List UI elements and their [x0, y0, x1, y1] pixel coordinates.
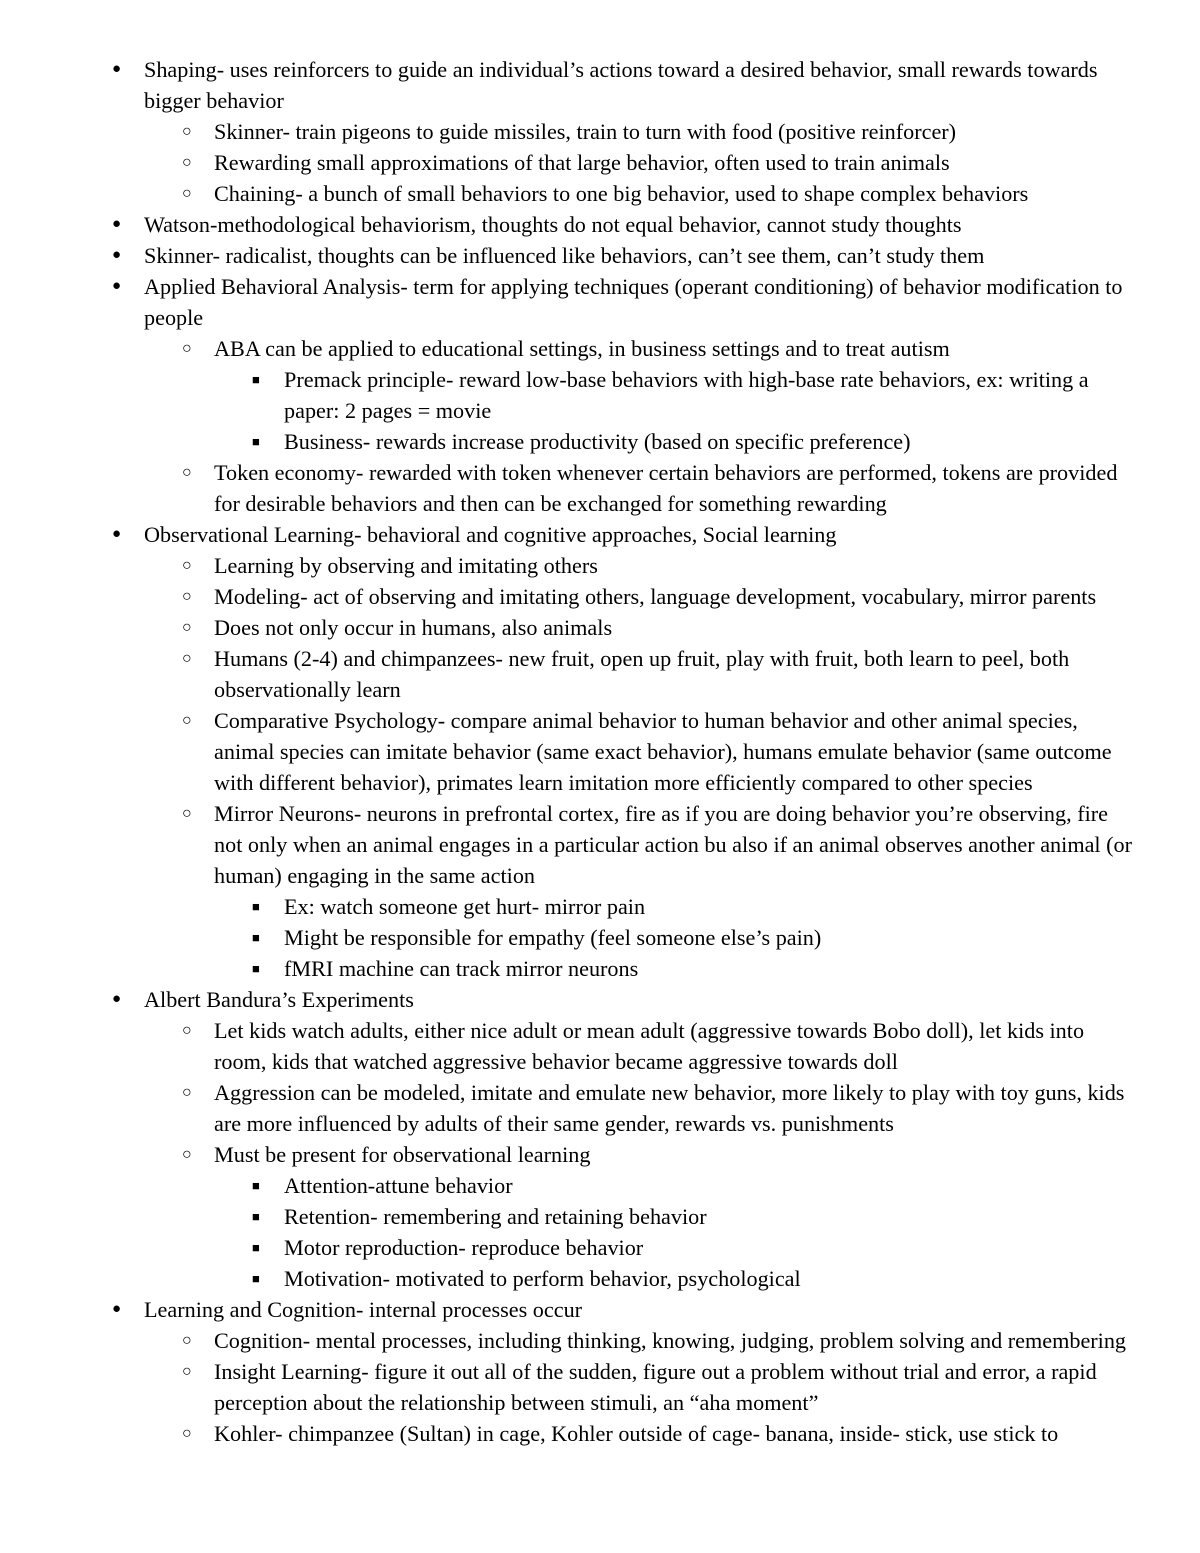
list-item-text: Shaping- uses reinforcers to guide an individual’s actions toward a desired behavior, small rewards towards bigger behavior: [144, 57, 1098, 113]
list-item-level-1: [112, 54, 1132, 116]
filled-square-bullet-icon: ■: [252, 930, 260, 945]
list-item-level-2: [112, 178, 1132, 209]
list-item-level-2: [112, 643, 1132, 705]
list-item-text: Watson-methodological behaviorism, thoughts do not equal behavior, cannot study thoughts: [144, 212, 962, 237]
hollow-circle-bullet-icon: ○: [182, 340, 192, 357]
list-item-text: Aggression can be modeled, imitate and emulate new behavior, more likely to play with toy guns, kids are more influenced by adults of their same gender, rewards vs. punishments: [214, 1080, 1125, 1136]
list-item-level-1: [112, 271, 1132, 333]
filled-circle-bullet-icon: ●: [112, 216, 122, 232]
list-item-text: Motivation- motivated to perform behavior, psychological: [284, 1266, 801, 1291]
list-item-level-3: [112, 1170, 1132, 1201]
list-item-level-2: [112, 581, 1132, 612]
list-item-level-2: [112, 1325, 1132, 1356]
hollow-circle-bullet-icon: ○: [182, 154, 192, 171]
hollow-circle-bullet-icon: ○: [182, 1425, 192, 1442]
list-item-text: Attention-attune behavior: [284, 1173, 513, 1198]
list-item-level-2: [112, 457, 1132, 519]
list-item-level-2: [112, 1418, 1132, 1449]
hollow-circle-bullet-icon: ○: [182, 1084, 192, 1101]
list-item-level-2: [112, 705, 1132, 798]
filled-square-bullet-icon: ■: [252, 1240, 260, 1255]
hollow-circle-bullet-icon: ○: [182, 1332, 192, 1349]
filled-circle-bullet-icon: ●: [112, 991, 122, 1007]
filled-square-bullet-icon: ■: [252, 1271, 260, 1286]
list-item-level-3: [112, 1263, 1132, 1294]
list-item-text: Business- rewards increase productivity (based on specific preference): [284, 429, 911, 454]
list-item-level-3: [112, 426, 1132, 457]
filled-square-bullet-icon: ■: [252, 1178, 260, 1193]
hollow-circle-bullet-icon: ○: [182, 1022, 192, 1039]
list-item-text: Modeling- act of observing and imitating others, language development, vocabulary, mirror parents: [214, 584, 1097, 609]
list-item-text: Albert Bandura’s Experiments: [144, 987, 414, 1012]
list-item-level-2: [112, 116, 1132, 147]
list-item-text: Might be responsible for empathy (feel someone else’s pain): [284, 925, 822, 950]
list-item-level-3: [112, 1232, 1132, 1263]
hollow-circle-bullet-icon: ○: [182, 464, 192, 481]
filled-circle-bullet-icon: ●: [112, 61, 122, 77]
hollow-circle-bullet-icon: ○: [182, 650, 192, 667]
list-item-text: Skinner- train pigeons to guide missiles, train to turn with food (positive reinforcer): [214, 119, 957, 144]
list-item-text: Motor reproduction- reproduce behavior: [284, 1235, 644, 1260]
list-item-level-2: [112, 147, 1132, 178]
list-item-text: Humans (2-4) and chimpanzees- new fruit, open up fruit, play with fruit, both learn to peel, both observationally learn: [214, 646, 1070, 702]
list-item-text: Does not only occur in humans, also animals: [214, 615, 613, 640]
list-item-text: Comparative Psychology- compare animal behavior to human behavior and other animal species, animal species can imitate behavior (same exact behavior), humans emulate behavior (same outcome with different behavior), primates learn imitation more efficiently compared to other species: [214, 708, 1112, 795]
list-item-level-2: [112, 1015, 1132, 1077]
list-item-level-2: [112, 550, 1132, 581]
list-item-level-1: [112, 984, 1132, 1015]
list-item-level-2: [112, 612, 1132, 643]
notes-list: [112, 54, 1132, 1449]
list-item-text: Premack principle- reward low-base behaviors with high-base rate behaviors, ex: writing a paper: 2 pages = movie: [284, 367, 1089, 423]
list-item-text: Kohler- chimpanzee (Sultan) in cage, Kohler outside of cage- banana, inside- stick, use stick to: [214, 1421, 1059, 1446]
list-item-level-1: [112, 1294, 1132, 1325]
list-item-level-2: [112, 333, 1132, 364]
hollow-circle-bullet-icon: ○: [182, 1363, 192, 1380]
hollow-circle-bullet-icon: ○: [182, 805, 192, 822]
list-item-level-1: [112, 240, 1132, 271]
list-item-text: Let kids watch adults, either nice adult or mean adult (aggressive towards Bobo doll), let kids into room, kids that watched aggressive behavior became aggressive towards doll: [214, 1018, 1085, 1074]
list-item-level-2: [112, 1356, 1132, 1418]
hollow-circle-bullet-icon: ○: [182, 619, 192, 636]
list-item-level-3: [112, 364, 1132, 426]
filled-circle-bullet-icon: ●: [112, 526, 122, 542]
list-item-level-1: [112, 519, 1132, 550]
list-item-level-3: [112, 1201, 1132, 1232]
filled-square-bullet-icon: ■: [252, 899, 260, 914]
hollow-circle-bullet-icon: ○: [182, 712, 192, 729]
list-item-level-3: [112, 922, 1132, 953]
hollow-circle-bullet-icon: ○: [182, 588, 192, 605]
filled-circle-bullet-icon: ●: [112, 247, 122, 263]
hollow-circle-bullet-icon: ○: [182, 1146, 192, 1163]
list-item-text: Cognition- mental processes, including thinking, knowing, judging, problem solving and remembering: [214, 1328, 1127, 1353]
list-item-level-3: [112, 891, 1132, 922]
list-item-text: Learning and Cognition- internal processes occur: [144, 1297, 583, 1322]
hollow-circle-bullet-icon: ○: [182, 557, 192, 574]
list-item-text: Observational Learning- behavioral and cognitive approaches, Social learning: [144, 522, 837, 547]
list-item-text: Token economy- rewarded with token whenever certain behaviors are performed, tokens are provided for desirable behaviors and then can be exchanged for something rewarding: [214, 460, 1118, 516]
filled-square-bullet-icon: ■: [252, 961, 260, 976]
list-item-level-2: [112, 1077, 1132, 1139]
list-item-text: Chaining- a bunch of small behaviors to one big behavior, used to shape complex behaviors: [214, 181, 1029, 206]
filled-square-bullet-icon: ■: [252, 372, 260, 387]
list-item-text: Insight Learning- figure it out all of the sudden, figure out a problem without trial and error, a rapid perception about the relationship between stimuli, an “aha moment”: [214, 1359, 1097, 1415]
list-item-text: Mirror Neurons- neurons in prefrontal cortex, fire as if you are doing behavior you’re observing, fire not only when an animal engages in a particular action bu also if an animal observes another animal (or human) engaging in the same action: [214, 801, 1133, 888]
list-item-text: Ex: watch someone get hurt- mirror pain: [284, 894, 646, 919]
filled-square-bullet-icon: ■: [252, 1209, 260, 1224]
list-item-text: Retention- remembering and retaining behavior: [284, 1204, 707, 1229]
list-item-text: Learning by observing and imitating others: [214, 553, 598, 578]
filled-square-bullet-icon: ■: [252, 434, 260, 449]
list-item-level-1: [112, 209, 1132, 240]
list-item-text: Rewarding small approximations of that large behavior, often used to train animals: [214, 150, 950, 175]
hollow-circle-bullet-icon: ○: [182, 123, 192, 140]
list-item-text: Skinner- radicalist, thoughts can be influenced like behaviors, can’t see them, can’t study them: [144, 243, 985, 268]
hollow-circle-bullet-icon: ○: [182, 185, 192, 202]
filled-circle-bullet-icon: ●: [112, 278, 122, 294]
list-item-level-3: [112, 953, 1132, 984]
filled-circle-bullet-icon: ●: [112, 1301, 122, 1317]
list-item-text: fMRI machine can track mirror neurons: [284, 956, 639, 981]
list-item-text: Applied Behavioral Analysis- term for applying techniques (operant conditioning) of behavior modification to people: [144, 274, 1123, 330]
list-item-level-2: [112, 1139, 1132, 1170]
list-item-text: ABA can be applied to educational settings, in business settings and to treat autism: [214, 336, 950, 361]
list-item-text: Must be present for observational learning: [214, 1142, 591, 1167]
list-item-level-2: [112, 798, 1132, 891]
